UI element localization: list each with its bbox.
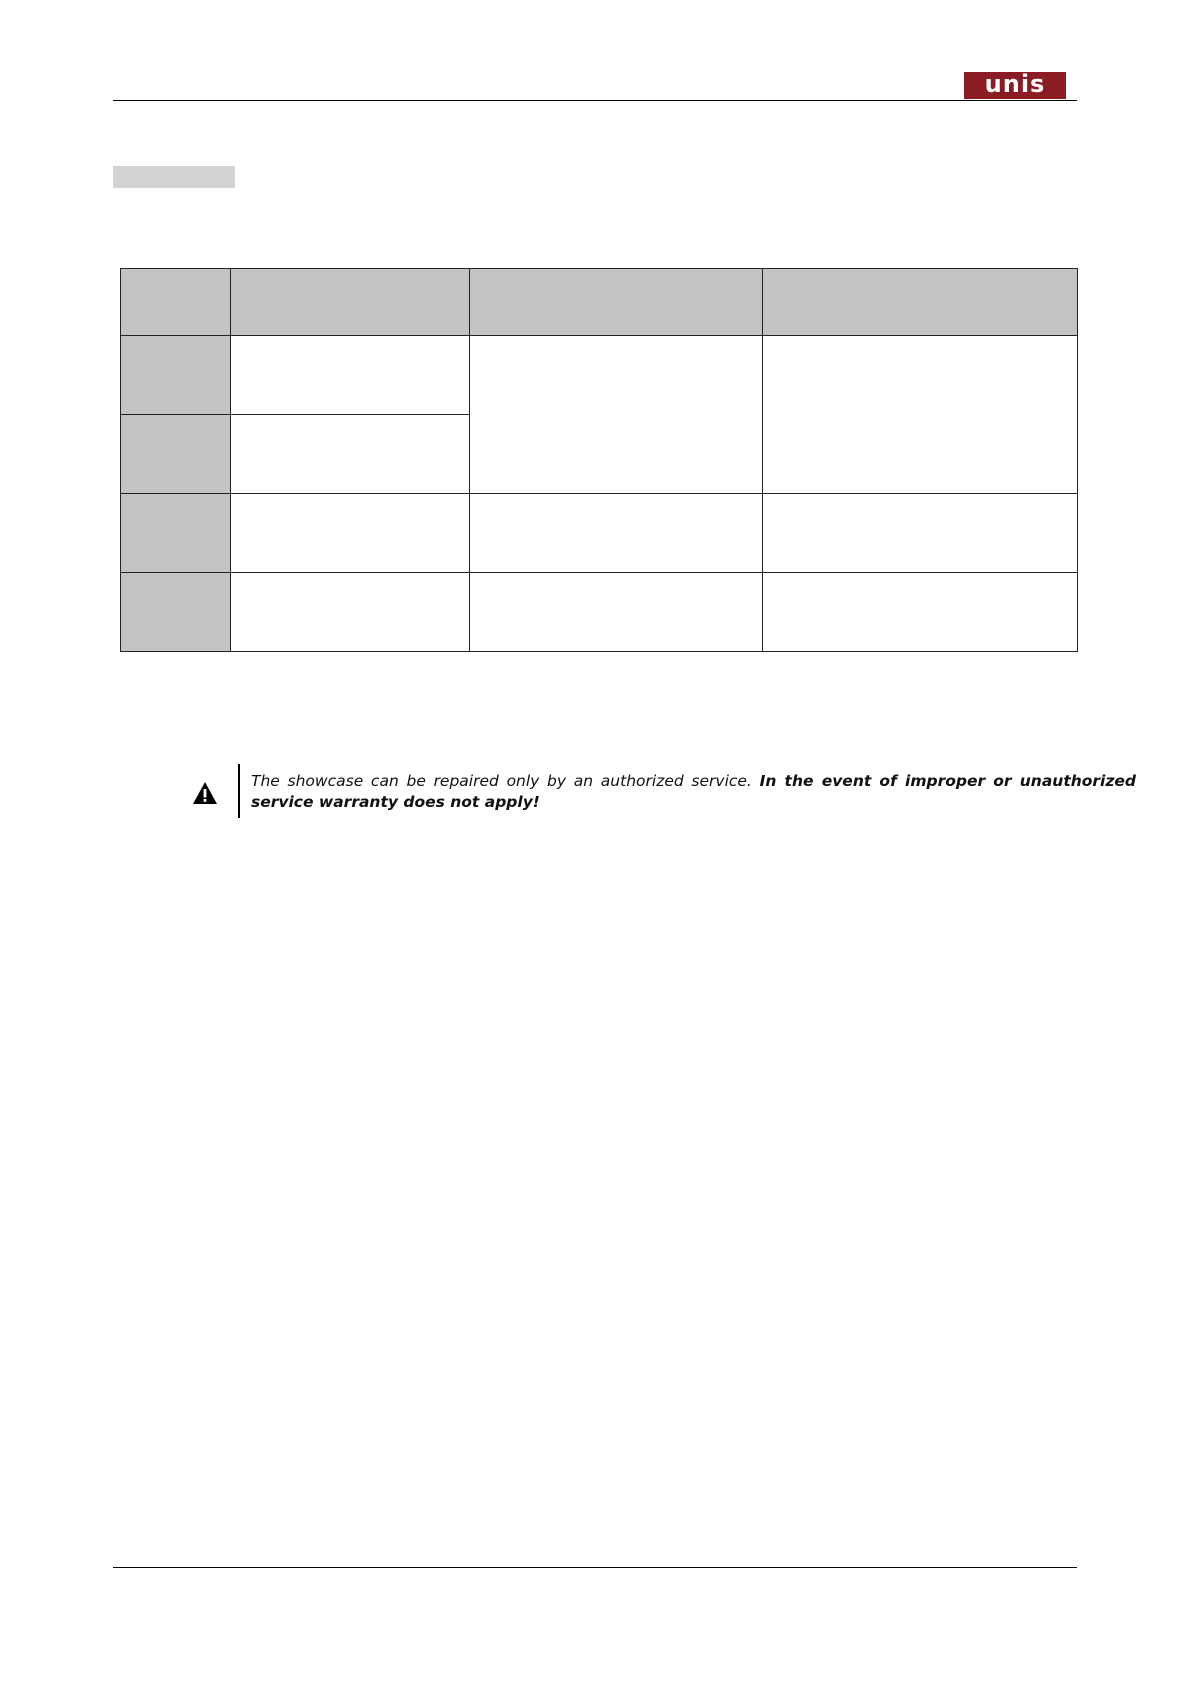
table-header-cell bbox=[121, 269, 231, 336]
table-cell bbox=[470, 336, 763, 494]
header-rule bbox=[113, 100, 1077, 101]
table-cell bbox=[231, 494, 470, 573]
table-row-number-cell bbox=[121, 494, 231, 573]
table-row bbox=[121, 494, 1078, 573]
table-row bbox=[121, 573, 1078, 652]
table-cell bbox=[470, 573, 763, 652]
warning-triangle-icon bbox=[192, 781, 218, 805]
warning-note bbox=[190, 764, 1140, 820]
table-row-number-cell bbox=[121, 573, 231, 652]
table-row-number-cell bbox=[121, 336, 231, 415]
table-header-cell bbox=[231, 269, 470, 336]
table-cell bbox=[231, 573, 470, 652]
unis-logo bbox=[964, 72, 1066, 99]
table-header-cell bbox=[470, 269, 763, 336]
table-cell bbox=[763, 336, 1078, 494]
table-header-cell bbox=[763, 269, 1078, 336]
table-cell bbox=[763, 494, 1078, 573]
table-cell bbox=[231, 336, 470, 415]
warning-text-regular: The showcase can be repaired only by an authorized service. bbox=[251, 772, 760, 790]
warning-text-bold: In the event of improper or unauthorized service warranty does not apply! bbox=[251, 772, 1136, 811]
table-header-row bbox=[121, 269, 1078, 336]
table-row-number-cell bbox=[121, 415, 231, 494]
warning-divider bbox=[238, 764, 240, 818]
footer-rule bbox=[113, 1567, 1077, 1568]
table-cell bbox=[470, 494, 763, 573]
section-heading-highlight bbox=[113, 166, 235, 188]
table-cell bbox=[763, 573, 1078, 652]
fault-table bbox=[120, 268, 1078, 652]
warning-text bbox=[251, 771, 1136, 813]
table-row bbox=[121, 336, 1078, 415]
logo-text: unis bbox=[984, 70, 1046, 98]
table-cell bbox=[231, 415, 470, 494]
